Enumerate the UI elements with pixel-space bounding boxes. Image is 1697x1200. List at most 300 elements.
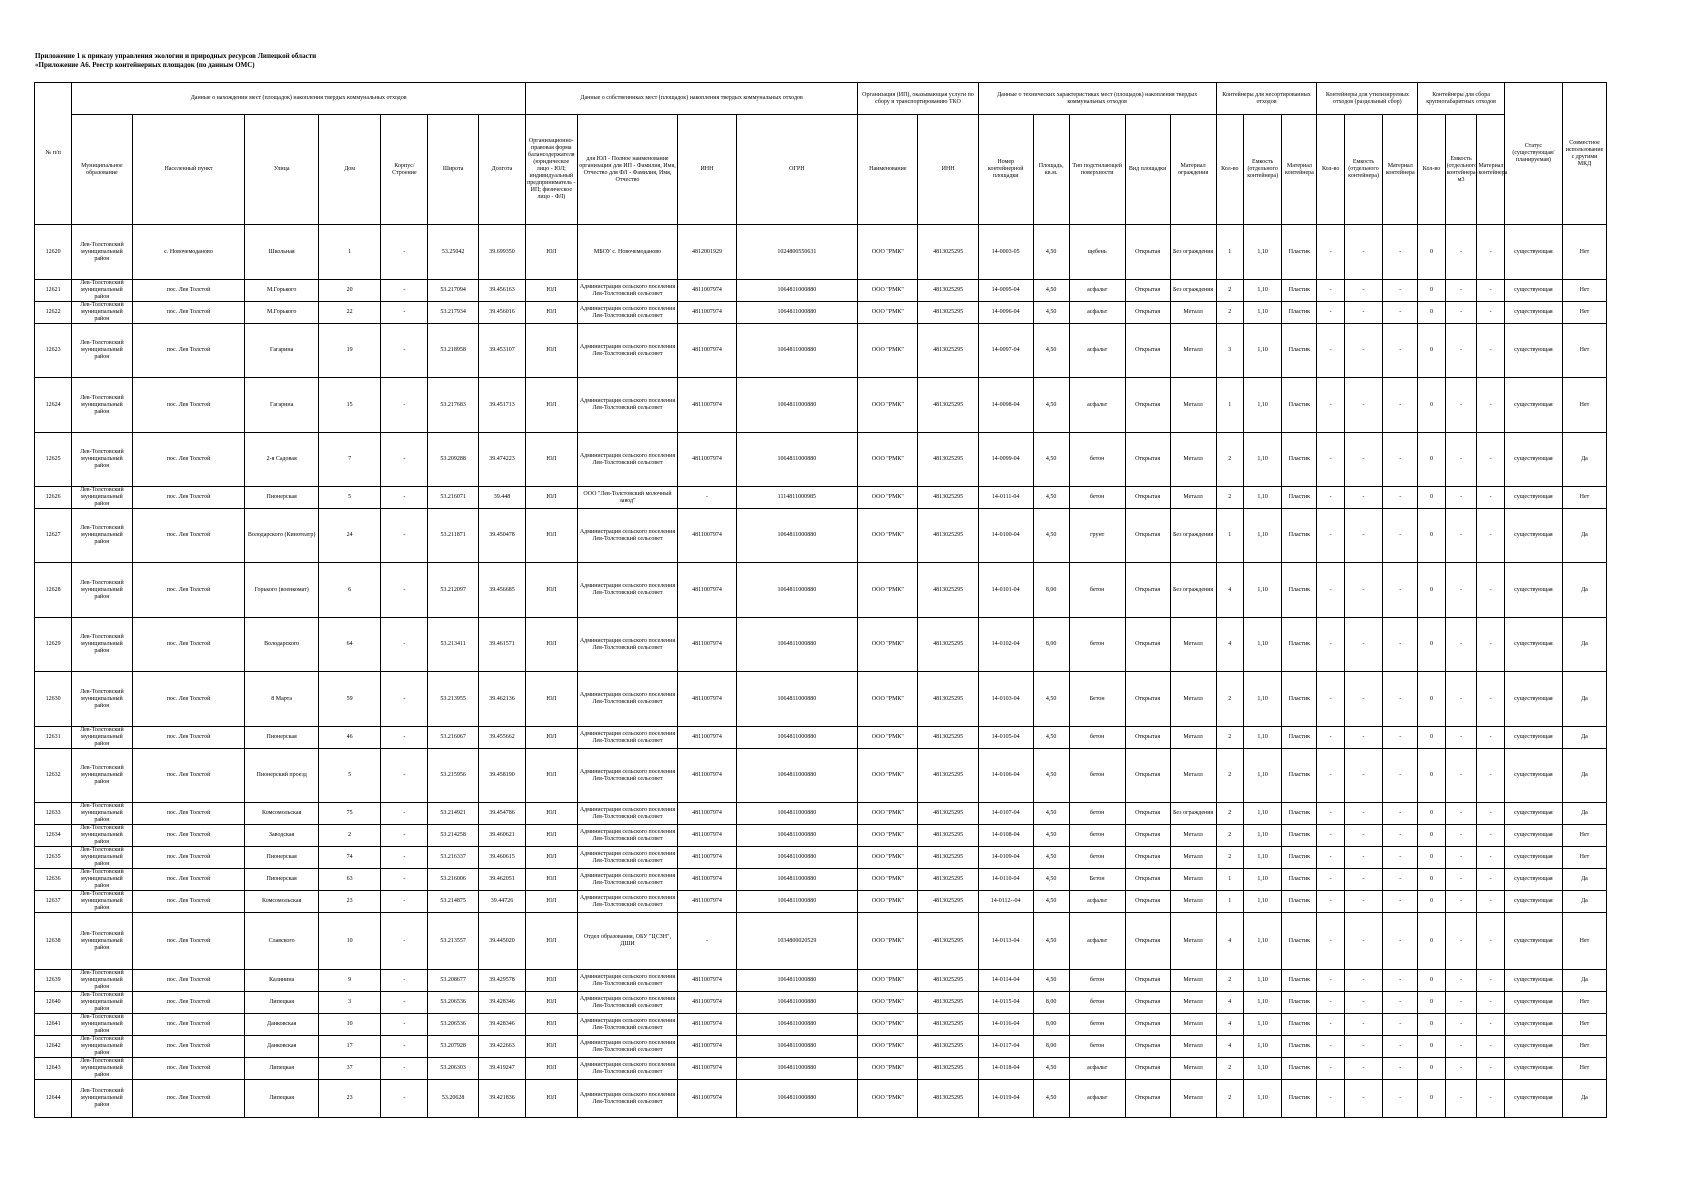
table-cell: пос. Лев Толстой	[132, 280, 245, 302]
table-cell: 4811007974	[678, 825, 736, 847]
table-cell: 14-0105-04	[978, 727, 1033, 749]
table-cell: ООО "РМК"	[858, 509, 918, 563]
table-cell: -	[381, 618, 428, 672]
table-row	[35, 302, 1607, 324]
table-cell: 4811007974	[678, 869, 736, 891]
table-cell: Нет	[1562, 847, 1606, 869]
table-cell: 4813025295	[918, 487, 978, 509]
table-cell: 2	[1216, 1080, 1243, 1118]
table-cell: пос. Лев Толстой	[132, 324, 245, 378]
table-cell: -	[1344, 1036, 1382, 1058]
table-cell: Нет	[1562, 225, 1606, 280]
table-cell: 4811007974	[678, 324, 736, 378]
table-cell: 39.454786	[478, 803, 525, 825]
table-cell: Нет	[1562, 280, 1606, 302]
table-cell: Лев-Толстовский муниципальный район	[72, 749, 132, 803]
table-cell: Пионерская	[245, 727, 318, 749]
table-cell: -	[1445, 803, 1477, 825]
table-cell: Администрация сельского поселения Лев-Толстовский сельсовет	[577, 302, 678, 324]
table-cell: Пластик	[1282, 869, 1317, 891]
table-cell: асфальт	[1069, 302, 1125, 324]
table-cell: бетон	[1069, 847, 1125, 869]
table-cell: 2	[1216, 672, 1243, 727]
table-cell: 1,10	[1243, 913, 1281, 970]
table-cell: Лев-Толстовский муниципальный район	[72, 727, 132, 749]
table-cell: 1,10	[1243, 324, 1281, 378]
column-header: Номер контейнерной площадки	[978, 115, 1033, 225]
table-cell: 0	[1418, 847, 1445, 869]
table-cell: 39.462136	[478, 672, 525, 727]
table-cell: ЮЛ	[526, 563, 578, 618]
table-cell: -	[1383, 1014, 1418, 1036]
table-cell: -	[1445, 433, 1477, 487]
table-cell: Да	[1562, 727, 1606, 749]
table-cell: Администрация сельского поселения Лев-Толстовский сельсовет	[577, 378, 678, 433]
table-cell: 53.216337	[428, 847, 478, 869]
table-cell: 1024800550631	[736, 225, 858, 280]
table-cell: Бетон	[1069, 869, 1125, 891]
table-cell: Металл	[1170, 727, 1216, 749]
table-cell: -	[1383, 803, 1418, 825]
column-header: ИНН	[678, 115, 736, 225]
table-cell: Открытая	[1125, 1080, 1170, 1118]
table-cell: 4	[1216, 563, 1243, 618]
column-header: для ЮЛ - Полное наименование организации для ИП - Фамилия, Имя, Отчество для ФЛ - Фамилия, Имя, Отчество	[577, 115, 678, 225]
table-cell: -	[1445, 280, 1477, 302]
table-cell: Открытая	[1125, 672, 1170, 727]
table-cell: -	[1317, 992, 1344, 1014]
header-recycle-containers-group: Контейнеры для утилизируемых отходов (раздельный сбор)	[1317, 83, 1418, 115]
table-cell: 4	[1216, 992, 1243, 1014]
table-cell: Нет	[1562, 302, 1606, 324]
table-cell: существующая	[1504, 563, 1562, 618]
table-cell: -	[1477, 378, 1504, 433]
table-cell: Липецкая	[245, 1058, 318, 1080]
table-cell: 53.216006	[428, 869, 478, 891]
table-cell: пос. Лев Толстой	[132, 847, 245, 869]
header-carrier-group: Организация (ИП), оказывающая услуги по сбору и транспортированию ТКО	[858, 83, 979, 115]
table-cell: пос. Лев Толстой	[132, 1058, 245, 1080]
table-cell: 12633	[35, 803, 72, 825]
table-cell: 1,10	[1243, 563, 1281, 618]
table-cell: -	[381, 280, 428, 302]
column-header: Материал контейнера	[1477, 115, 1504, 225]
table-cell: ООО "РМК"	[858, 970, 918, 992]
table-cell: Данковская	[245, 1036, 318, 1058]
table-cell: -	[1445, 509, 1477, 563]
table-cell: -	[1445, 302, 1477, 324]
table-cell: 53.206536	[428, 1014, 478, 1036]
table-cell: Лев-Толстовский муниципальный район	[72, 1036, 132, 1058]
table-cell: 4811007974	[678, 992, 736, 1014]
column-header: Тип подстилающей поверхности	[1069, 115, 1125, 225]
table-cell: пос. Лев Толстой	[132, 970, 245, 992]
column-header: Материал контейнера	[1383, 115, 1418, 225]
table-cell: 4813025295	[918, 563, 978, 618]
table-cell: 1064811000880	[736, 302, 858, 324]
table-cell: Металл	[1170, 1036, 1216, 1058]
table-cell: Пластик	[1282, 970, 1317, 992]
table-cell: -	[1317, 280, 1344, 302]
table-cell: -	[381, 727, 428, 749]
table-cell: пос. Лев Толстой	[132, 992, 245, 1014]
table-cell: -	[1344, 891, 1382, 913]
table-cell: -	[381, 1036, 428, 1058]
table-cell: 4,50	[1033, 324, 1069, 378]
table-cell: 39.429578	[478, 970, 525, 992]
table-cell: Да	[1562, 433, 1606, 487]
table-cell: Нет	[1562, 992, 1606, 1014]
table-row	[35, 563, 1607, 618]
table-cell: -	[1383, 280, 1418, 302]
table-cell: 1,10	[1243, 869, 1281, 891]
table-cell: ЮЛ	[526, 433, 578, 487]
table-cell: 2	[1216, 847, 1243, 869]
table-cell: -	[1445, 992, 1477, 1014]
table-cell: 39.453107	[478, 324, 525, 378]
table-cell: 12629	[35, 618, 72, 672]
table-cell: 8 Марта	[245, 672, 318, 727]
table-row	[35, 324, 1607, 378]
table-cell: 1,10	[1243, 825, 1281, 847]
table-cell: Открытая	[1125, 563, 1170, 618]
table-cell: -	[1445, 378, 1477, 433]
table-cell: 1064811000880	[736, 825, 858, 847]
table-cell: 39.460615	[478, 847, 525, 869]
table-cell: ООО "РМК"	[858, 1058, 918, 1080]
table-cell: бетон	[1069, 803, 1125, 825]
table-cell: Пластик	[1282, 618, 1317, 672]
table-cell: -	[1344, 803, 1382, 825]
table-cell: Данковская	[245, 1014, 318, 1036]
table-cell: 2	[1216, 487, 1243, 509]
table-cell: Металл	[1170, 1080, 1216, 1118]
table-cell: -	[1383, 618, 1418, 672]
table-cell: асфальт	[1069, 1080, 1125, 1118]
table-cell: ЮЛ	[526, 1058, 578, 1080]
document-header	[35, 52, 935, 70]
table-cell: Открытая	[1125, 324, 1170, 378]
table-cell: 2	[318, 825, 380, 847]
table-cell: Пластик	[1282, 672, 1317, 727]
header-owner-group: Данные о собственниках мест (площадок) накопления твердых коммунальных отходов	[526, 83, 858, 115]
table-cell: 2	[1216, 1058, 1243, 1080]
table-cell: Нет	[1562, 825, 1606, 847]
table-cell: 59	[318, 672, 380, 727]
table-cell: 0	[1418, 749, 1445, 803]
table-cell: 0	[1418, 1058, 1445, 1080]
table-cell: 1114811000985	[736, 487, 858, 509]
table-cell: 1	[318, 225, 380, 280]
table-cell: Без ограждения	[1170, 225, 1216, 280]
table-cell: 39.699350	[478, 225, 525, 280]
table-cell: ЮЛ	[526, 487, 578, 509]
table-cell: 4813025295	[918, 324, 978, 378]
table-cell: -	[1445, 891, 1477, 913]
table-cell: 39.456163	[478, 280, 525, 302]
table-cell: Пионерская	[245, 487, 318, 509]
table-cell: 39.460621	[478, 825, 525, 847]
table-cell: 53.211871	[428, 509, 478, 563]
table-cell: -	[1317, 825, 1344, 847]
table-cell: -	[1477, 825, 1504, 847]
table-cell: ЮЛ	[526, 992, 578, 1014]
table-cell: 4811007974	[678, 847, 736, 869]
table-cell: Отдел образования, ОБУ "ЦСЗН", ДШИ	[577, 913, 678, 970]
table-cell: 0	[1418, 825, 1445, 847]
table-row	[35, 727, 1607, 749]
table-cell: Лев-Толстовский муниципальный район	[72, 280, 132, 302]
table-cell: Лев-Толстовский муниципальный район	[72, 803, 132, 825]
table-cell: Администрация сельского поселения Лев-Толстовский сельсовет	[577, 891, 678, 913]
table-cell: существующая	[1504, 509, 1562, 563]
table-cell: 4811007974	[678, 1080, 736, 1118]
table-cell: ЮЛ	[526, 891, 578, 913]
table-cell: Металл	[1170, 749, 1216, 803]
table-cell: асфальт	[1069, 1058, 1125, 1080]
table-cell: Администрация сельского поселения Лев-Толстовский сельсовет	[577, 869, 678, 891]
table-cell: ООО "РМК"	[858, 749, 918, 803]
table-cell: -	[1477, 324, 1504, 378]
table-cell: 14-0100-04	[978, 509, 1033, 563]
table-cell: ЮЛ	[526, 727, 578, 749]
table-cell: существующая	[1504, 672, 1562, 727]
table-cell: 0	[1418, 727, 1445, 749]
table-cell: Лев-Толстовский муниципальный район	[72, 433, 132, 487]
table-cell: Открытая	[1125, 891, 1170, 913]
table-cell: 4813025295	[918, 749, 978, 803]
table-cell: пос. Лев Толстой	[132, 563, 245, 618]
table-row	[35, 433, 1607, 487]
table-cell: 1064811000880	[736, 563, 858, 618]
table-cell: 24	[318, 509, 380, 563]
table-cell: 1064811000880	[736, 1080, 858, 1118]
table-header	[35, 83, 1607, 225]
table-cell: 0	[1418, 302, 1445, 324]
column-header: ИНН	[918, 115, 978, 225]
table-cell: Открытая	[1125, 487, 1170, 509]
table-cell: -	[1477, 280, 1504, 302]
table-cell: Лев-Толстовский муниципальный район	[72, 891, 132, 913]
table-cell: ООО "РМК"	[858, 378, 918, 433]
column-header: Емкость (отдельного контейнера)	[1243, 115, 1281, 225]
table-cell: существующая	[1504, 1080, 1562, 1118]
table-cell: Металл	[1170, 378, 1216, 433]
table-cell: 64	[318, 618, 380, 672]
table-cell: 1,10	[1243, 1058, 1281, 1080]
table-cell: -	[1344, 992, 1382, 1014]
table-cell: существующая	[1504, 1014, 1562, 1036]
table-cell: -	[1344, 302, 1382, 324]
table-cell: 4,50	[1033, 891, 1069, 913]
table-cell: -	[1445, 1036, 1477, 1058]
table-cell: ООО "РМК"	[858, 891, 918, 913]
table-cell: Лев-Толстовский муниципальный район	[72, 509, 132, 563]
table-cell: 1064811000880	[736, 672, 858, 727]
table-cell: асфальт	[1069, 378, 1125, 433]
table-cell: существующая	[1504, 727, 1562, 749]
table-cell: 1064811000880	[736, 1036, 858, 1058]
table-cell: 39.448	[478, 487, 525, 509]
table-cell: Нет	[1562, 913, 1606, 970]
table-cell: 14-0112--04	[978, 891, 1033, 913]
table-cell: существующая	[1504, 992, 1562, 1014]
table-cell: 4,50	[1033, 749, 1069, 803]
table-cell: 39.462051	[478, 869, 525, 891]
table-cell: 53.214875	[428, 891, 478, 913]
table-cell: -	[1477, 992, 1504, 1014]
table-cell: ООО "РМК"	[858, 913, 918, 970]
table-cell: 4,50	[1033, 280, 1069, 302]
table-cell: пос. Лев Толстой	[132, 1014, 245, 1036]
table-cell: -	[1344, 672, 1382, 727]
table-cell: -	[381, 891, 428, 913]
table-cell: бетон	[1069, 825, 1125, 847]
table-cell: -	[381, 992, 428, 1014]
table-cell: Пластик	[1282, 891, 1317, 913]
table-cell: 8,00	[1033, 618, 1069, 672]
table-cell: -	[1383, 825, 1418, 847]
table-cell: 12637	[35, 891, 72, 913]
table-cell: 4	[1216, 1036, 1243, 1058]
table-cell: 1,10	[1243, 487, 1281, 509]
table-cell: -	[381, 302, 428, 324]
table-cell: -	[1317, 847, 1344, 869]
table-cell: 1064811000880	[736, 324, 858, 378]
table-cell: 1,10	[1243, 225, 1281, 280]
table-cell: 4,50	[1033, 1058, 1069, 1080]
table-cell: 14-0106-04	[978, 749, 1033, 803]
table-cell: -	[1317, 1014, 1344, 1036]
table-cell: 39.461571	[478, 618, 525, 672]
table-cell: 14-0101-04	[978, 563, 1033, 618]
table-cell: 12631	[35, 727, 72, 749]
table-cell: 4,50	[1033, 803, 1069, 825]
table-cell: Да	[1562, 970, 1606, 992]
table-cell: ООО "РМК"	[858, 825, 918, 847]
table-cell: 53.206303	[428, 1058, 478, 1080]
table-cell: -	[1445, 225, 1477, 280]
table-cell: Да	[1562, 672, 1606, 727]
table-cell: -	[381, 225, 428, 280]
table-cell: М.Горького	[245, 302, 318, 324]
table-cell: Без ограждения	[1170, 563, 1216, 618]
table-cell: Бетон	[1069, 672, 1125, 727]
table-cell: -	[1445, 672, 1477, 727]
table-cell: пос. Лев Толстой	[132, 869, 245, 891]
table-cell: Металл	[1170, 847, 1216, 869]
table-cell: 1,10	[1243, 618, 1281, 672]
table-cell: ООО "РМК"	[858, 847, 918, 869]
table-row	[35, 487, 1607, 509]
table-cell: Лев-Толстовский муниципальный район	[72, 825, 132, 847]
table-cell: 8,00	[1033, 1036, 1069, 1058]
table-cell: 10	[318, 1014, 380, 1036]
column-header: Материал контейнера	[1282, 115, 1317, 225]
header-line-2: «Приложение А6. Реестр контейнерных площадок (по данным ОМС)	[35, 61, 255, 69]
table-cell: существующая	[1504, 869, 1562, 891]
table-cell: 39.421836	[478, 1080, 525, 1118]
table-cell: 4813025295	[918, 1014, 978, 1036]
table-cell: 53.213955	[428, 672, 478, 727]
table-cell: 12630	[35, 672, 72, 727]
table-cell: -	[1445, 913, 1477, 970]
table-cell: Лев-Толстовский муниципальный район	[72, 970, 132, 992]
table-cell: Нет	[1562, 487, 1606, 509]
table-cell: бетон	[1069, 1036, 1125, 1058]
table-cell: Металл	[1170, 970, 1216, 992]
table-cell: -	[1445, 1080, 1477, 1118]
table-cell: -	[1445, 618, 1477, 672]
table-cell: 4	[1216, 1014, 1243, 1036]
table-cell: Металл	[1170, 891, 1216, 913]
table-cell: 53.208677	[428, 970, 478, 992]
table-cell: 14-0116-04	[978, 1014, 1033, 1036]
table-cell: 17	[318, 1036, 380, 1058]
table-cell: -	[381, 825, 428, 847]
table-cell: 1064811000880	[736, 992, 858, 1014]
table-cell: Нет	[1562, 324, 1606, 378]
column-header: Наименование	[858, 115, 918, 225]
table-cell: 39.422663	[478, 1036, 525, 1058]
table-cell: 0	[1418, 1036, 1445, 1058]
table-cell: Лев-Толстовский муниципальный район	[72, 487, 132, 509]
table-cell: Без ограждения	[1170, 509, 1216, 563]
table-cell: Металл	[1170, 825, 1216, 847]
table-cell: 1,10	[1243, 1036, 1281, 1058]
table-cell: Открытая	[1125, 302, 1170, 324]
table-cell: 4,50	[1033, 302, 1069, 324]
table-cell: 4813025295	[918, 433, 978, 487]
table-cell: 8,00	[1033, 563, 1069, 618]
table-cell: ЮЛ	[526, 970, 578, 992]
table-cell: Металл	[1170, 913, 1216, 970]
table-cell: ООО "РМК"	[858, 803, 918, 825]
table-cell: 1064811000880	[736, 378, 858, 433]
table-cell: Пластик	[1282, 487, 1317, 509]
table-cell: 39.456685	[478, 563, 525, 618]
table-cell: 39.451713	[478, 378, 525, 433]
table-cell: 12622	[35, 302, 72, 324]
table-cell: ЮЛ	[526, 509, 578, 563]
table-cell: -	[1383, 847, 1418, 869]
header-line-1: Приложение 1 к приказу управления экологии и природных ресурсов Липецкой области	[35, 52, 317, 60]
table-cell: Школьная	[245, 225, 318, 280]
table-cell: пос. Лев Толстой	[132, 749, 245, 803]
table-cell: Открытая	[1125, 1014, 1170, 1036]
table-cell: 4,50	[1033, 433, 1069, 487]
table-cell: ООО "РМК"	[858, 302, 918, 324]
table-cell: Без ограждения	[1170, 280, 1216, 302]
table-cell: 0	[1418, 1080, 1445, 1118]
table-cell: ЮЛ	[526, 280, 578, 302]
table-cell: -	[1477, 913, 1504, 970]
table-cell: ЮЛ	[526, 378, 578, 433]
table-cell: Металл	[1170, 869, 1216, 891]
table-cell: 53.218958	[428, 324, 478, 378]
table-cell: существующая	[1504, 1058, 1562, 1080]
table-cell: существующая	[1504, 825, 1562, 847]
table-cell: -	[1344, 618, 1382, 672]
table-cell: -	[1344, 1058, 1382, 1080]
table-cell: 53.214258	[428, 825, 478, 847]
table-cell: 4813025295	[918, 225, 978, 280]
table-cell: 4811007974	[678, 618, 736, 672]
table-cell: ООО "РМК"	[858, 563, 918, 618]
table-cell: Открытая	[1125, 280, 1170, 302]
table-cell: 0	[1418, 869, 1445, 891]
table-cell: ООО "РМК"	[858, 869, 918, 891]
